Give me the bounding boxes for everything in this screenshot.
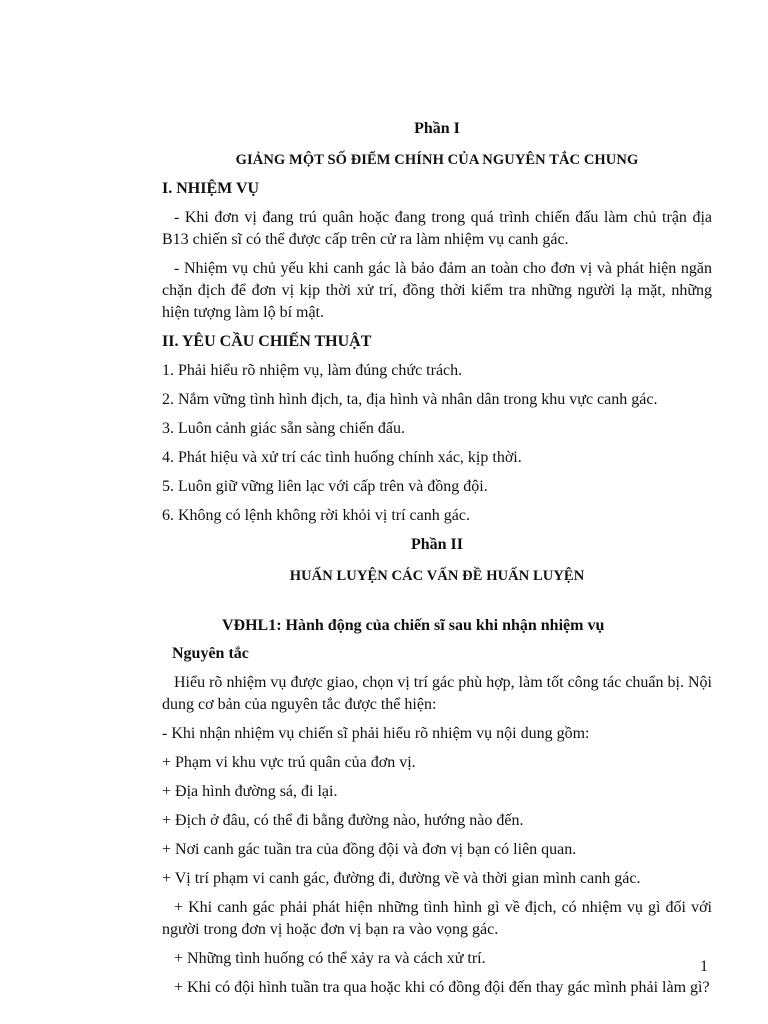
requirement-item: 3. Luôn cảnh giác sẵn sàng chiến đấu.: [162, 420, 406, 437]
part2-title: Phần II: [410, 536, 464, 553]
section1-paragraph: - Nhiệm vụ chủ yếu khi canh gác là bảo đảm an toàn cho đơn vị và phát hiện ngăn chặn địch để đơn vị kịp thời xử trí, đồng thời kiểm tra những người lạ mặt, những hiện tượng làm lộ bí mật.: [162, 260, 712, 321]
vdhl1-item: + Địch ở đâu, có thể đi bằng đường nào, hướng nào đến.: [162, 812, 524, 829]
requirement-item: 5. Luôn giữ vững liên lạc với cấp trên và đồng đội.: [162, 478, 488, 495]
requirement-item: 2. Nắm vững tình hình địch, ta, địa hình và nhân dân trong khu vực canh gác.: [162, 391, 658, 408]
vdhl1-intro: Hiểu rõ nhiệm vụ được giao, chọn vị trí gác phù hợp, làm tốt công tác chuẩn bị. Nội dung cơ bản của nguyên tắc được thể hiện:: [162, 674, 712, 713]
part1-subtitle: GIẢNG MỘT SỐ ĐIỂM CHÍNH CỦA NGUYÊN TẮC CHUNG: [235, 152, 639, 168]
vdhl1-item: + Khi canh gác phải phát hiện những tình hình gì về địch, có nhiệm vụ gì đối với người trong đơn vị hoặc đơn vị bạn ra vào vọng gác.: [162, 899, 712, 938]
vdhl1-item: + Khi có đội hình tuần tra qua hoặc khi có đồng đội đến thay gác mình phải làm gì?: [174, 979, 710, 996]
vdhl1-subheading: Nguyên tắc: [172, 645, 249, 662]
section2-heading: II. YÊU CẦU CHIẾN THUẬT: [162, 333, 372, 350]
page-number: 1: [700, 958, 708, 975]
vdhl1-lead: - Khi nhận nhiệm vụ chiến sĩ phải hiểu rõ nhiệm vụ nội dung gồm:: [162, 725, 590, 742]
section1-paragraph: - Khi đơn vị đang trú quân hoặc đang trong quá trình chiến đấu làm chủ trận địa B13 chiến sĩ có thể được cấp trên cử ra làm nhiệm vụ canh gác.: [162, 209, 712, 248]
vdhl1-title: VĐHL1: Hành động của chiến sĩ sau khi nhận nhiệm vụ: [222, 617, 605, 634]
requirement-item: 6. Không có lệnh không rời khỏi vị trí canh gác.: [162, 507, 470, 524]
part2-subtitle: HUẤN LUYỆN CÁC VẤN ĐỀ HUẤN LUYỆN: [289, 568, 585, 584]
vdhl1-item: + Phạm vi khu vực trú quân của đơn vị.: [162, 754, 416, 771]
part1-title: Phần I: [414, 120, 460, 137]
vdhl1-item: + Vị trí phạm vi canh gác, đường đi, đường về và thời gian mình canh gác.: [162, 870, 641, 887]
requirement-item: 1. Phải hiểu rõ nhiệm vụ, làm đúng chức trách.: [162, 362, 463, 379]
vdhl1-item: + Địa hình đường sá, đi lại.: [162, 783, 338, 800]
requirement-item: 4. Phát hiệu và xử trí các tình huống chính xác, kịp thời.: [162, 449, 522, 466]
section1-heading: I. NHIỆM VỤ: [162, 180, 260, 197]
document-body: [162, 118, 712, 1006]
vdhl1-item: + Những tình huống có thể xảy ra và cách xử trí.: [174, 950, 486, 967]
vdhl1-item: + Nơi canh gác tuần tra của đồng đội và đơn vị bạn có liên quan.: [162, 841, 577, 858]
